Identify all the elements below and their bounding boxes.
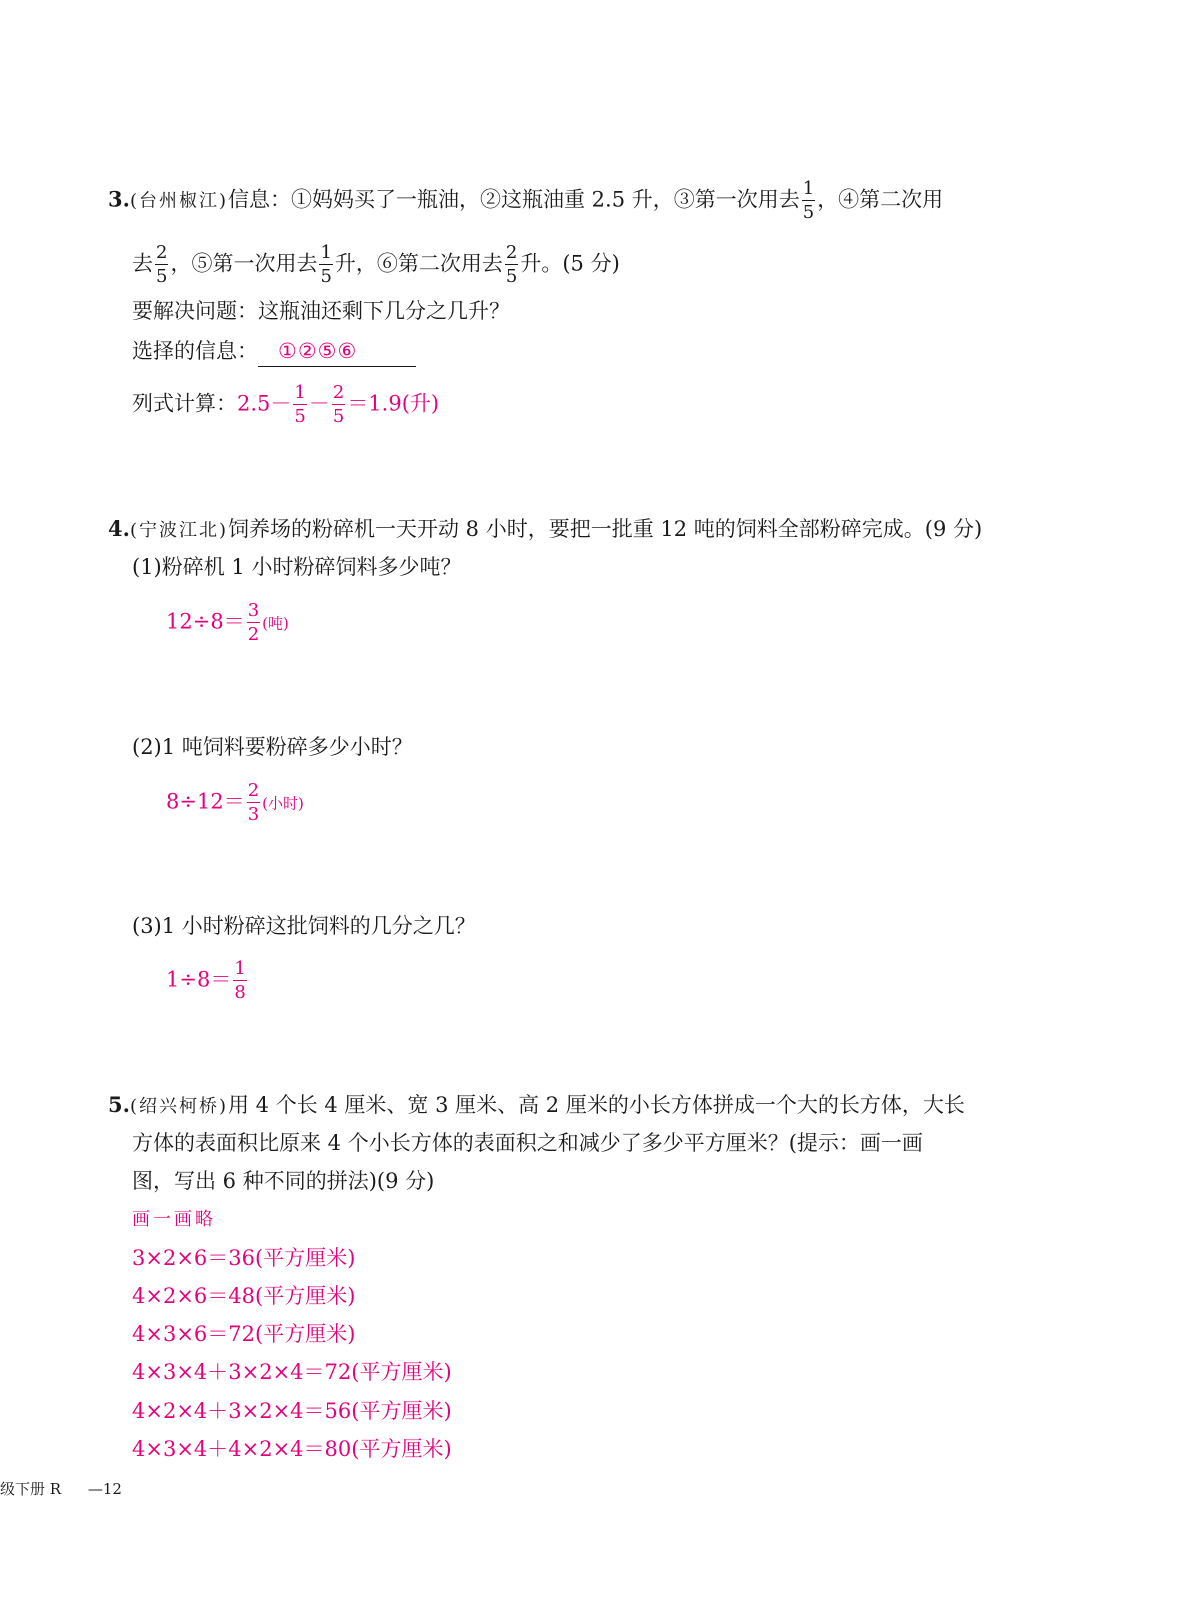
q3-number: 3.: [108, 186, 130, 212]
footer: [0, 1474, 122, 1504]
q4-answer3: 1÷8＝ $\frac{1}{8}$: [166, 958, 246, 1003]
q3-text-6: 升。(5 分): [520, 251, 620, 276]
q5-answer-4: 4×3×4＋3×2×4＝72(平方厘米): [132, 1360, 452, 1384]
q4-number: 4.: [108, 516, 130, 541]
q3-text-5: 升，⑥第二次用去: [334, 251, 503, 276]
q4-answer3-fraction: $\frac{1}{8}$: [234, 958, 246, 1003]
q3-calc-row: [132, 384, 439, 426]
q4-answer2: 8÷12＝ $\frac{2}{3}$ (小时): [166, 780, 304, 825]
q4-part2: (2)1 吨饲料要粉碎多少小时？: [132, 735, 413, 759]
q5-answer-5: 4×2×4＋3×2×4＝56(平方厘米): [132, 1399, 452, 1423]
q3-text-1: 信息：①妈妈买了一瓶油，②这瓶油重 2.5 升，③第一次用去: [227, 187, 800, 212]
q3-question: 要解决问题：这瓶油还剩下几分之几升？: [132, 299, 510, 323]
q4-answer1-fraction: $\frac{3}{2}$: [247, 600, 260, 645]
q3-calc-label: 列式计算：: [132, 391, 237, 416]
q3-fraction-3: $\frac{1}{5}$: [320, 242, 332, 287]
q4-part1: (1)粉碎机 1 小时粉碎饲料多少吨？: [132, 555, 462, 579]
footer-text: 级下册 R: [0, 1480, 62, 1498]
q4-answer2-fraction: $\frac{2}{3}$: [247, 780, 260, 825]
q4-answer1: 12÷8＝ $\frac{3}{2}$ (吨): [166, 600, 289, 645]
q3-calc-a: 2.5－: [237, 391, 292, 416]
q3-text-4: ，⑤第一次用去: [170, 251, 318, 276]
q3-source: (台州椒江): [129, 190, 228, 212]
q3-calc-c: ＝1.9(升): [347, 391, 440, 416]
q4-stem-row: [108, 514, 982, 546]
q3-fraction-4: $\frac{2}{5}$: [505, 242, 518, 287]
page-number: —12: [87, 1480, 122, 1498]
q3-select-row: [132, 336, 416, 367]
q4-part3: (3)1 小时粉碎这批饲料的几分之几？: [132, 914, 476, 938]
q3-select-label: 选择的信息：: [132, 339, 258, 363]
q5-line3: 图，写出 6 种不同的拼法)(9 分): [132, 1169, 435, 1193]
q5-answer-6: 4×3×4＋4×2×4＝80(平方厘米): [132, 1437, 452, 1461]
q3-line1: [108, 180, 943, 222]
q4-stem: 饲养场的粉碎机一天开动 8 小时，要把一批重 12 吨的饲料全部粉碎完成。(9 分): [227, 517, 983, 541]
q3-calc-fraction-1: $\frac{1}{5}$: [294, 382, 306, 427]
q3-text-3: 去: [132, 251, 153, 276]
q5-number: 5.: [108, 1092, 130, 1117]
q5-text-1: 用 4 个长 4 厘米、宽 3 厘米、高 2 厘米的小长方体拼成一个大的长方体，大长: [227, 1093, 965, 1117]
q3-line2: [132, 244, 620, 286]
q4-source: (宁波江北): [129, 520, 228, 541]
q5-source: (绍兴柯桥): [129, 1096, 228, 1117]
q5-answer-2: 4×2×6＝48(平方厘米): [132, 1284, 356, 1308]
q3-fraction-2: $\frac{2}{5}$: [156, 242, 168, 287]
q5-answer-0: 画一画略: [132, 1209, 216, 1230]
q5-line2: 方体的表面积比原来 4 个小长方体的表面积之和减少了多少平方厘米？(提示：画一画: [132, 1131, 923, 1155]
q5-answer-3: 4×3×6＝72(平方厘米): [132, 1322, 356, 1346]
q3-text-2: ，④第二次用: [817, 187, 944, 212]
q5-answer-1: 3×2×6＝36(平方厘米): [132, 1246, 356, 1270]
q3-calc-b: －: [308, 391, 330, 416]
q3-calc-fraction-2: $\frac{2}{5}$: [332, 382, 345, 427]
q3-select-answer: ①②⑤⑥: [258, 336, 416, 367]
q5-line1: [108, 1090, 965, 1122]
q3-fraction-1: $\frac{1}{5}$: [802, 178, 815, 223]
